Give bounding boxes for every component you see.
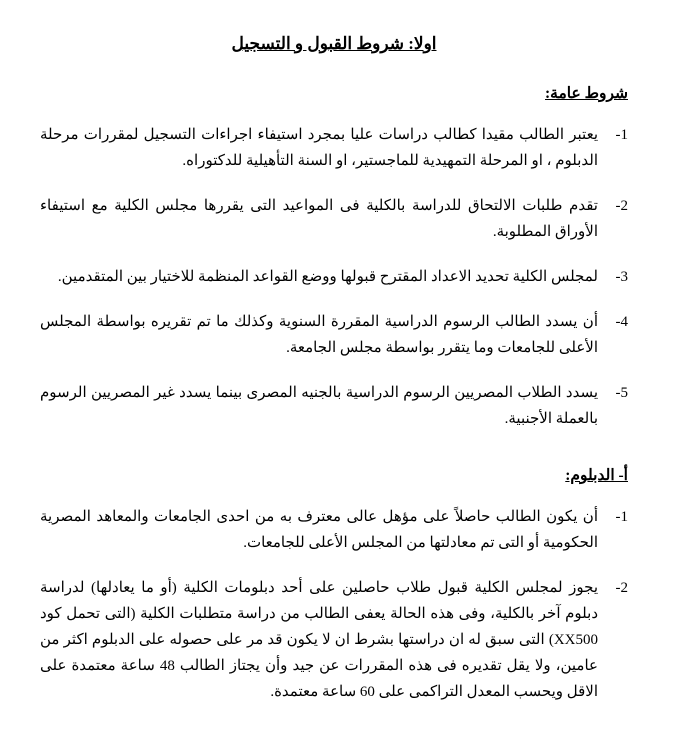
list-item-number: 2-: [615, 198, 628, 214]
section-heading-general-conditions: شروط عامة:: [545, 85, 628, 102]
list-item-number: 1-: [615, 509, 628, 525]
list-item: [40, 575, 628, 705]
list-item-text: أن يسدد الطالب الرسوم الدراسية المقررة السنوية وكذلك ما تم تقريره بواسطة المجلس الأعلى للجامعات وما يتقرر بواسطة مجلس الجامعة.: [40, 314, 598, 356]
list-item: [40, 122, 628, 174]
list-item-number: 1-: [615, 127, 628, 143]
section-heading-diploma: أ- الدبلوم:: [565, 467, 628, 484]
list-item-number: 3-: [615, 269, 628, 285]
list-item-text: يعتبر الطالب مقيدا كطالب دراسات عليا بمجرد استيفاء اجراءات التسجيل لمقررات مرحلة الدبلوم ، او المرحلة التمهيدية للماجستير، او السنة التأهيلية للدكتوراه.: [40, 127, 598, 169]
list-item: [40, 309, 628, 361]
list-item-number: 5-: [615, 385, 628, 401]
diploma-conditions-list: [40, 504, 628, 705]
list-item-text: لمجلس الكلية تحديد الاعداد المقترح قبولها ووضع القواعد المنظمة للاختيار بين المتقدمين.: [57, 269, 598, 285]
list-item-text: تقدم طلبات الالتحاق للدراسة بالكلية فى المواعيد التى يقررها مجلس الكلية مع استيفاء الأوراق المطلوبة.: [40, 198, 598, 240]
list-item-text: أن يكون الطالب حاصلاً على مؤهل عالى معترف به من احدى الجامعات والمعاهد المصرية الحكومية أو التى تم معادلتها من المجلس الأعلى للجامعات.: [40, 509, 598, 551]
page-title: اولا: شروط القبول و التسجيل: [231, 34, 437, 53]
list-item-number: 4-: [615, 314, 628, 330]
list-item-text: يسدد الطلاب المصريين الرسوم الدراسية بالجنيه المصرى بينما يسدد غير المصريين الرسوم بالعملة الأجنبية.: [40, 385, 599, 427]
list-item: [40, 193, 628, 245]
list-item: [40, 264, 628, 290]
list-item: [40, 380, 628, 432]
list-item-number: 2-: [615, 580, 628, 596]
general-conditions-list: [40, 122, 628, 432]
list-item-text: يجوز لمجلس الكلية قبول طلاب حاصلين على أحد دبلومات الكلية (أو ما يعادلها) لدراسة دبلوم آخر بالكلية، وفى هذه الحالة يعفى الطالب من دراسة متطلبات الكلية (التى تحمل كود XX500) التى سبق له ان دراستها بشرط ان لا يكون قد مر على حصوله على الدبلوم اكثر من عامين، ولا يقل تقديره فى هذه المقررات عن جيد وأن يجتاز الطالب 48 ساعة معتمدة على الاقل ويحسب المعدل التراكمى على 60 ساعة معتمدة.: [40, 580, 598, 700]
list-item: [40, 504, 628, 556]
